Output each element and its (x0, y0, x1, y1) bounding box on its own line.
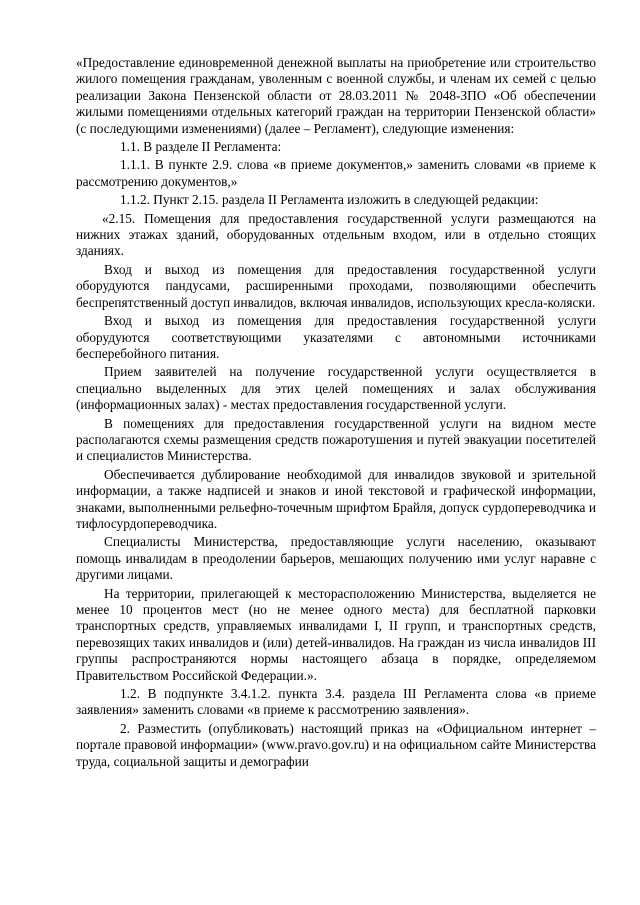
paragraph-evacuation: В помещениях для предоставления государственной услуги на видном месте располагаются схемы размещения средств пожаротушения и путей эвакуации посетителей и специалистов Министерства. (76, 415, 596, 464)
paragraph-1-1-1: 1.1.1. В пункте 2.9. слова «в приеме документов,» заменить словами «в приеме к рассмотрению документов,» (76, 157, 596, 189)
paragraph-intro: «Предоставление единовременной денежной выплаты на приобретение или строительство жилого помещения гражданам, уволенным с военной службы, и членам их семей с целью реализации Закона Пензенской области от 28.03.2011 № 2048-ЗПО «Об обеспечении жилыми помещениями отдельных категорий граждан на территории Пензенской области» (с последующими изменениями) (далее – Регламент), следующие изменения: (76, 55, 596, 136)
document-body (76, 55, 596, 772)
paragraph-entrance-ramps: Вход и выход из помещения для предоставления государственной услуги оборудуются пандусами, расширенными проходами, позволяющими обеспечить беспрепятственный доступ инвалидов, включая инвалидов, использующих кресла-коляски. (76, 261, 596, 310)
paragraph-2-15: «2.15. Помещения для предоставления государственной услуги размещаются на нижних этажах зданий, оборудованных отдельным входом, или в отдельно стоящих зданиях. (76, 210, 596, 259)
paragraph-reception: Прием заявителей на получение государственной услуги осуществляется в специально выделенных для этих целей помещениях и залах обслуживания (информационных залах) - местах предоставления государственной услуги. (76, 364, 596, 413)
paragraph-braille: Обеспечивается дублирование необходимой для инвалидов звуковой и зрительной информации, а также надписей и знаков и иной текстовой и графической информации, знаками, выполненными рельефно-точечным шрифтом Брайля, допуск сурдопереводчика и тифлосурдопереводчика. (76, 466, 596, 531)
paragraph-parking: На территории, прилегающей к месторасположению Министерства, выделяется не менее 10 процентов мест (но не менее одного места) для бесплатной парковки транспортных средств, управляемых инвалидами I, II групп, и транспортных средств, перевозящих таких инвалидов и (или) детей-инвалидов. На граждан из числа инвалидов III группы распространяются нормы настоящего абзаца в порядке, определяемом Правительством Российской Федерации.». (76, 585, 596, 683)
paragraph-entrance-signs: Вход и выход из помещения для предоставления государственной услуги оборудуются соответствующими указателями с автономными источниками бесперебойного питания. (76, 313, 596, 361)
paragraph-1-2: 1.2. В подпункте 3.4.1.2. пункта 3.4. раздела III Регламента слова «в приеме заявления» заменить словами «в приеме к рассмотрению заявления». (76, 686, 596, 718)
paragraph-specialists: Специалисты Министерства, предоставляющие услуги населению, оказывают помощь инвалидам в преодолении барьеров, мешающих получению ими услуг наравне с другими лицами. (76, 534, 596, 583)
paragraph-2-publish: 2. Разместить (опубликовать) настоящий приказ на «Официальном интернет – портале правовой информации» (www.pravo.gov.ru) и на официальном сайте Министерства труда, социальной защиты и демографии (76, 720, 596, 769)
paragraph-1-1: 1.1. В разделе II Регламента: (120, 139, 282, 155)
paragraph-1-1-2: 1.1.2. Пункт 2.15. раздела II Регламента изложить в следующей редакции: (120, 192, 539, 208)
